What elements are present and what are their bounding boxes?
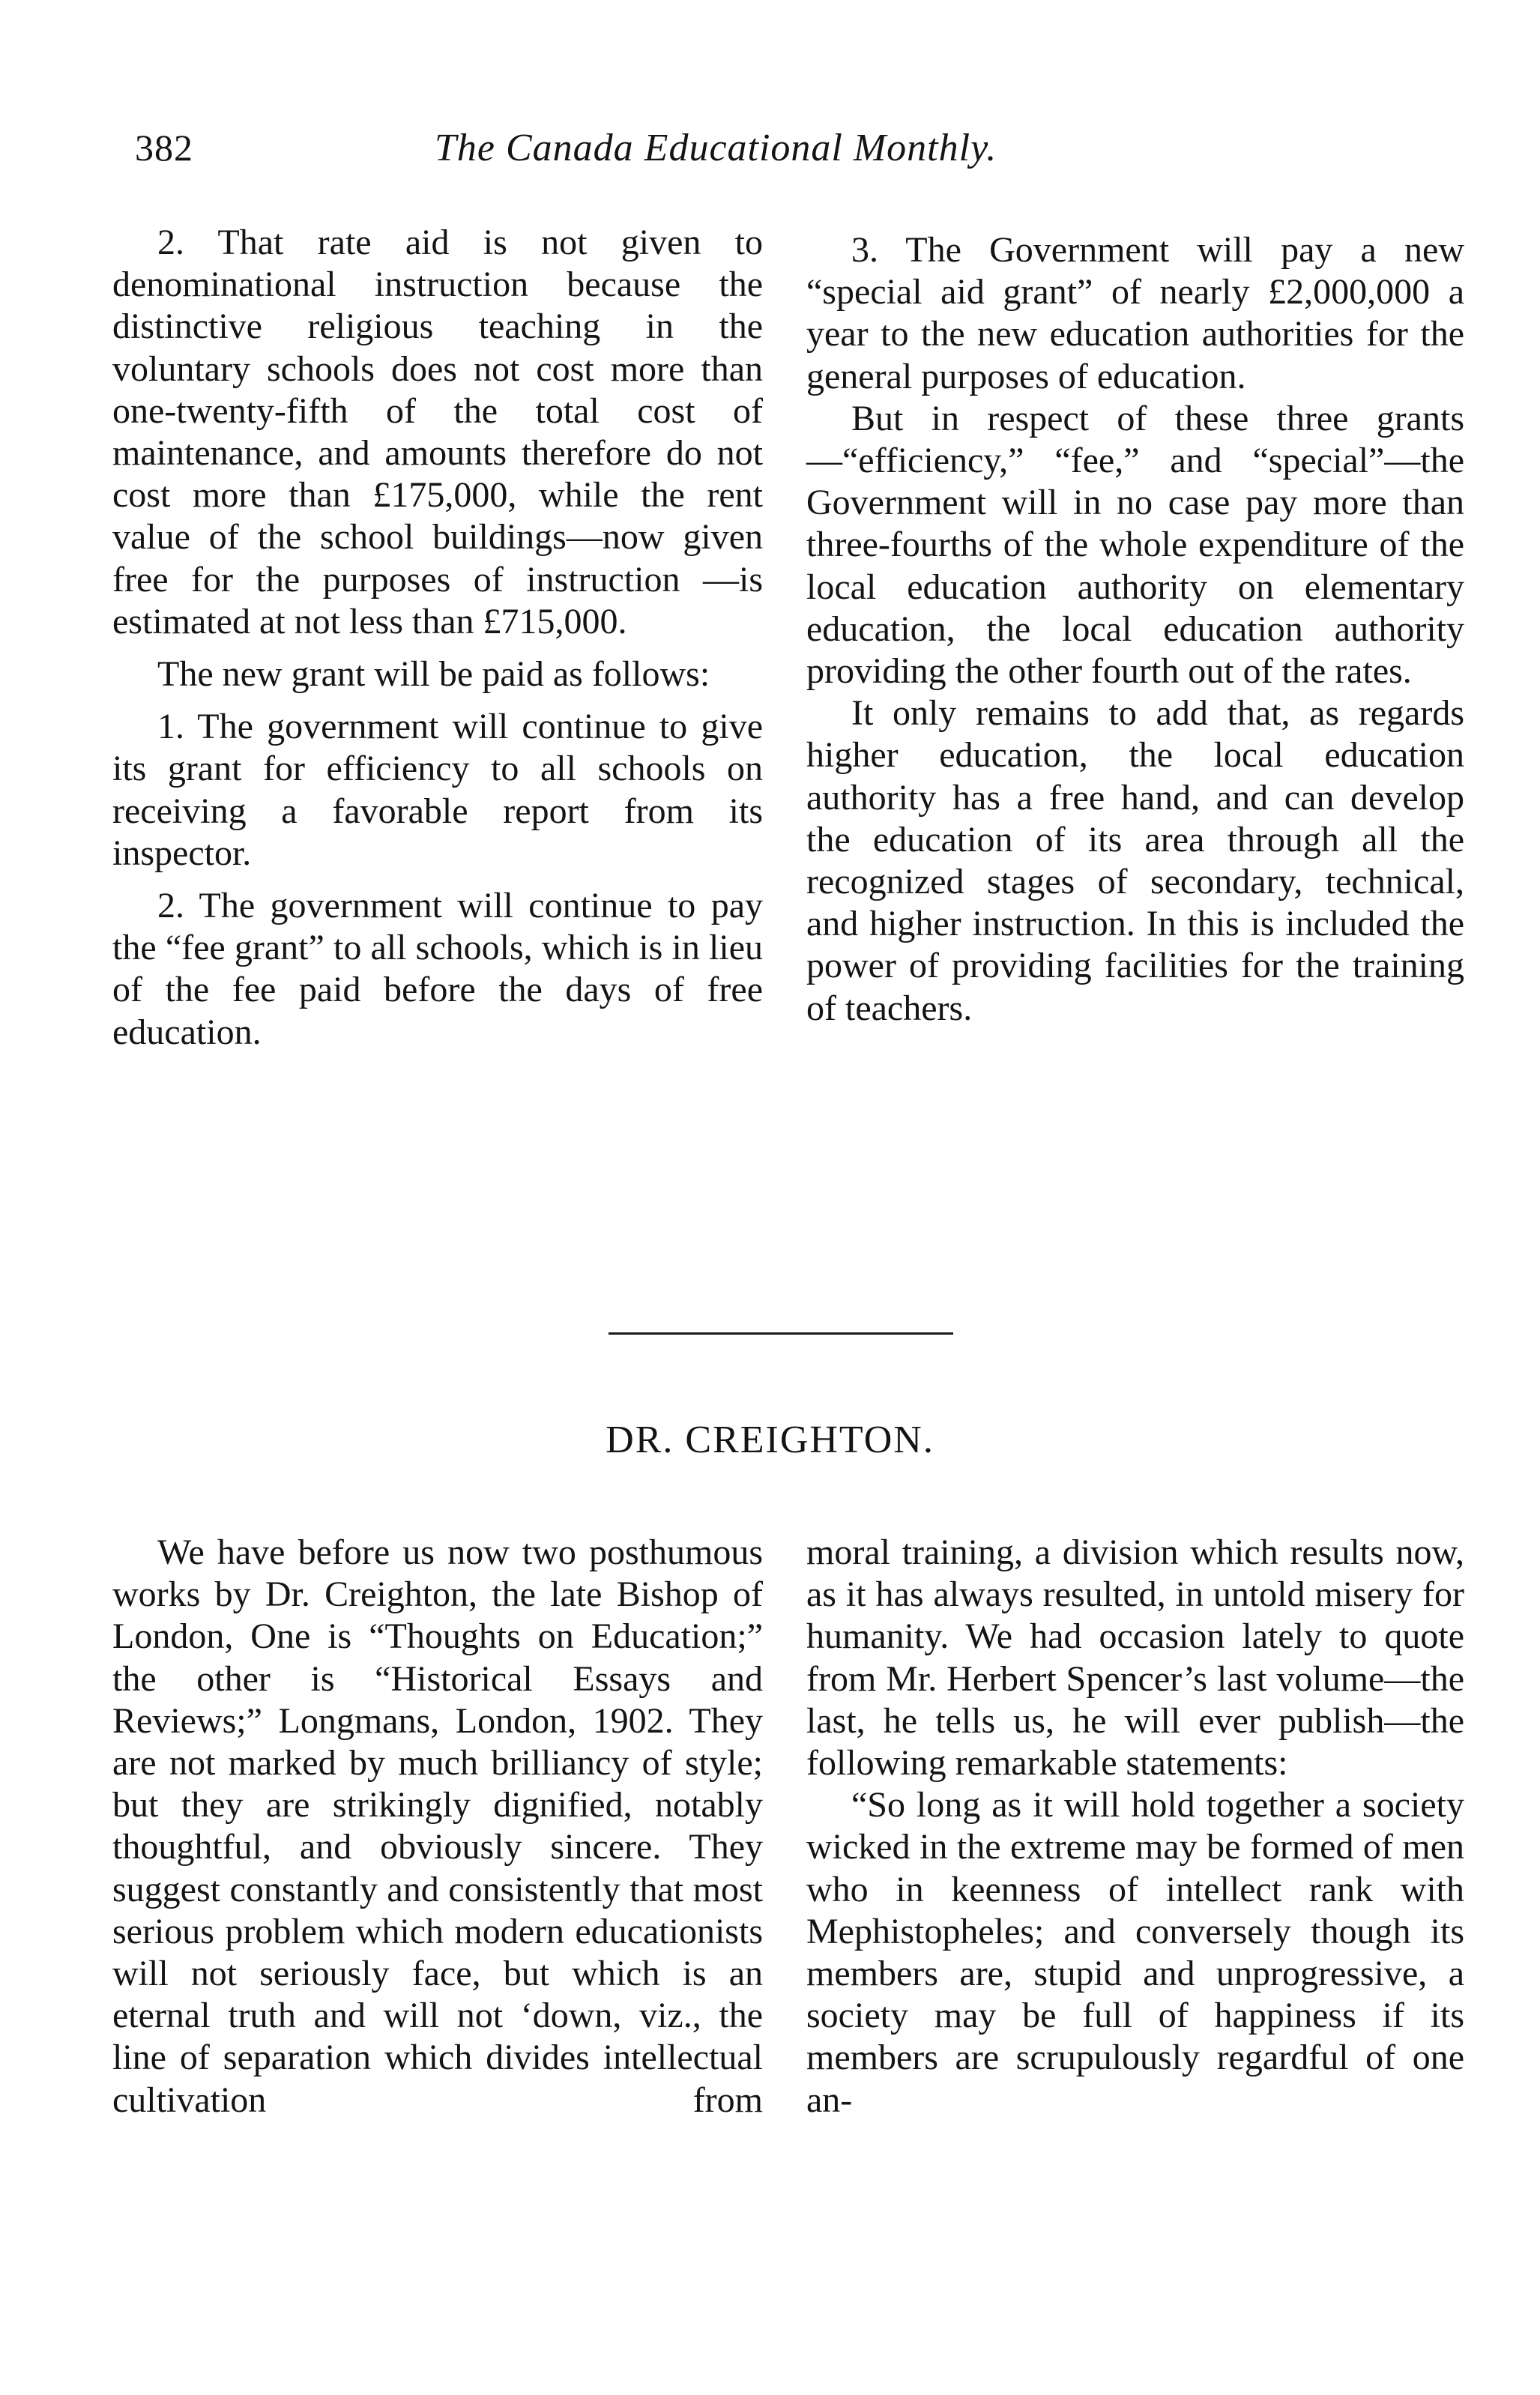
top-left-column xyxy=(112,222,763,1054)
page-number: 382 xyxy=(135,127,193,169)
section-title: DR. CREIGHTON. xyxy=(606,1419,934,1461)
paragraph-special-aid-grant: 3. The Government will pay a new “special aid grant” of nearly £2,000,000 a year to the new education authorities for the general purposes of education. xyxy=(806,230,1464,396)
section-divider-rule xyxy=(609,1332,953,1335)
paragraph-spencer-quote: “So long as it will hold together a society wicked in the extreme may be formed of men who in keenness of intellect rank with Mephistopheles; and conversely though its members are, stupid and unprogressive, a society may be full of happiness if its members are scrupulously regardful of one an- xyxy=(806,1785,1464,2120)
paragraph-new-grant: The new grant will be paid as follows: xyxy=(157,654,710,695)
bottom-right-column xyxy=(806,1532,1464,2121)
paragraph-higher-education: It only remains to add that, as regards higher education, the local education authority has a free hand, and can develop the education of its area through all the recognized stages of secondary, technical, and higher instruction. In this is included the power of providing facilities for the training of teachers. xyxy=(806,693,1464,1028)
bottom-left-column xyxy=(112,1532,763,2121)
paragraph-three-grants: But in respect of these three grants—“efficiency,” “fee,” and “special”—the Government will in no case pay more than three-fourths of the whole expenditure of the local education authority on elementary education, the local education authority providing the other fourth out of the rates. xyxy=(806,398,1464,692)
paragraph-moral-training: moral training, a division which results now, as it has always resulted, in untold misery for humanity. We had occasion lately to quote from Mr. Herbert Spencer’s last volume—the last, he tells us, he will ever publish—the following remarkable statements: xyxy=(806,1532,1464,1784)
paragraph-fee-grant: 2. The government will continue to pay the “fee grant” to all schools, which is in lieu of the fee paid before the days of free education. xyxy=(112,886,763,1052)
paragraph-rate-aid: 2. That rate aid is not given to denominational instruction because the distinctive religious teaching in the voluntary schools does not cost more than one-twenty-fifth of the total cost of maintenance, and amounts therefore do not cost more than £175,000, while the rent value of the school buildings—now given free for the purposes of instruction —is estimated at not less than £715,000. xyxy=(112,223,763,641)
running-head-journal-title: The Canada Educational Monthly. xyxy=(435,127,997,169)
top-right-column xyxy=(806,229,1464,1030)
paragraph-posthumous-works: We have before us now two posthumous works by Dr. Creighton, the late Bishop of London, One is “Thoughts on Education;” the other is “Historical Essays and Reviews;” Longmans, London, 1902. They are not marked by much brilliancy of style; but they are strikingly dignified, notably thoughtful, and obviously sincere. They suggest constantly and consistently that most serious problem which modern educationists will not seriously face, but which is an eternal truth and will not ‘down, viz., the line of separation which divides intellectual cultivation from xyxy=(112,1532,763,2120)
paragraph-efficiency-grant: 1. The government will continue to give its grant for efficiency to all schools on receiving a favorable report from its inspector. xyxy=(112,707,763,873)
